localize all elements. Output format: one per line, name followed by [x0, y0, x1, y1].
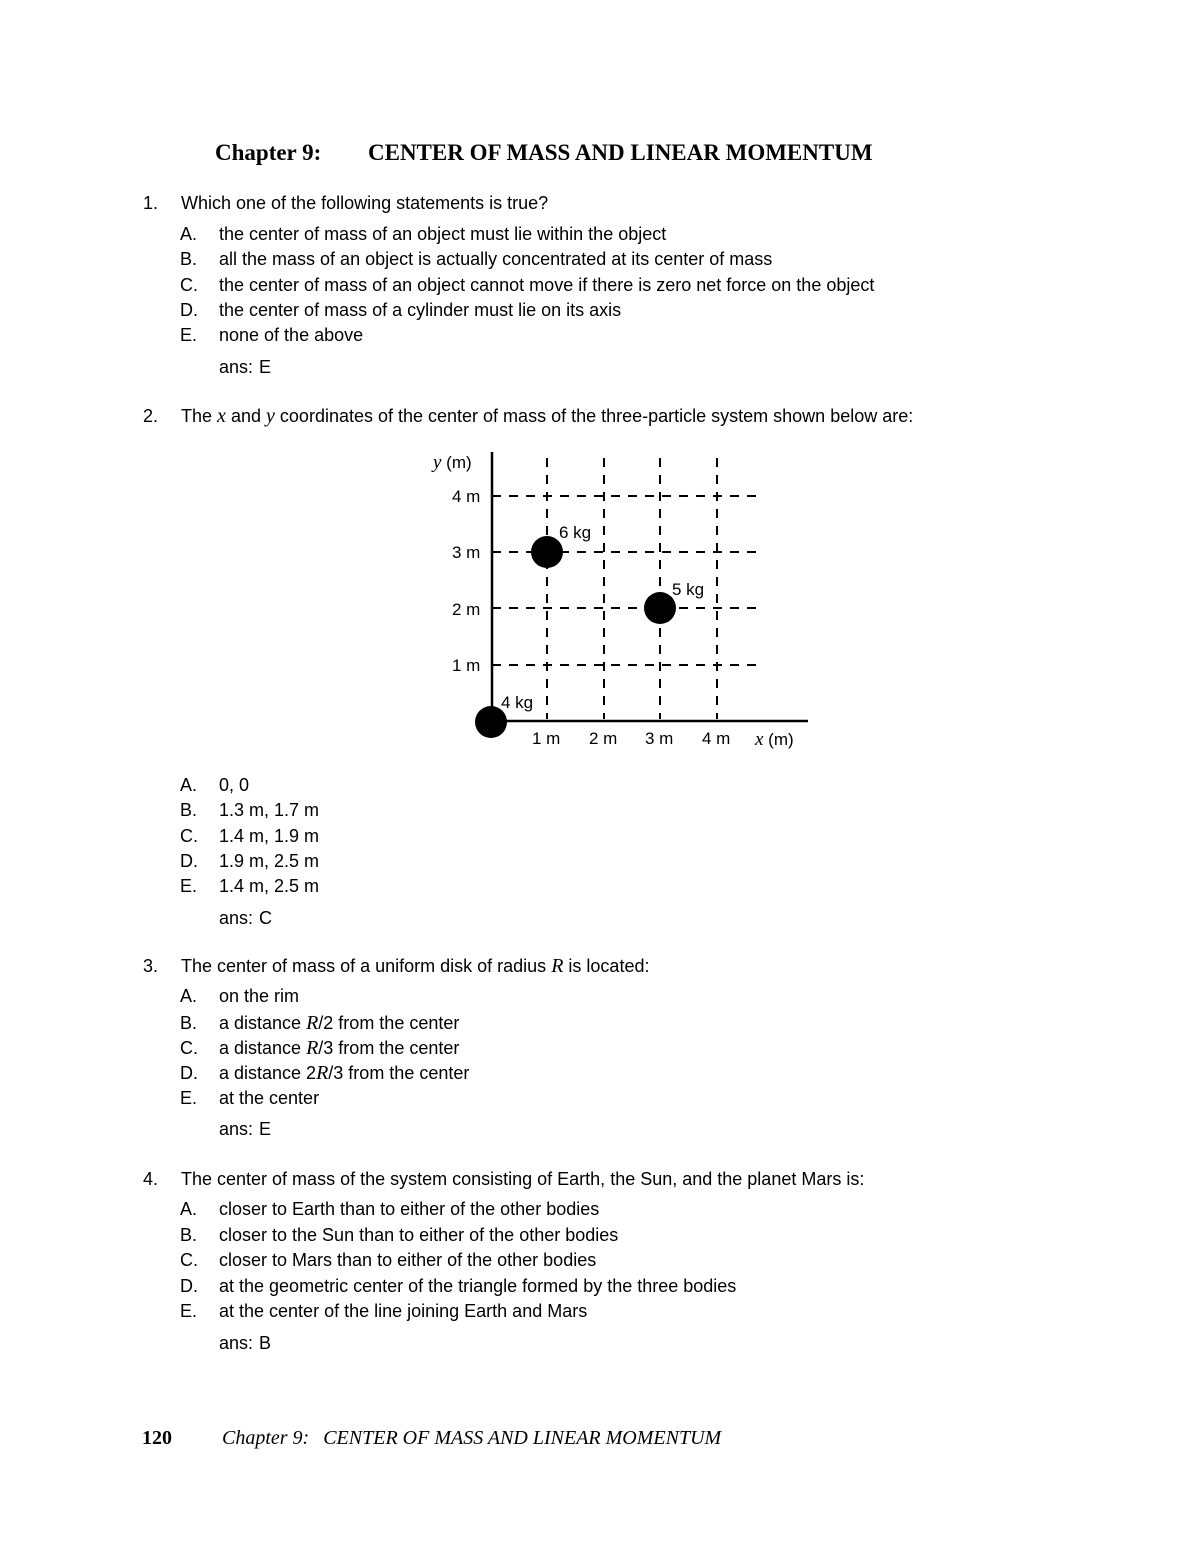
chapter-label: Chapter 9:	[215, 140, 322, 165]
option-4b: B. closer to the Sun than to either of the other bodies	[180, 1225, 619, 1245]
option-4e: E. at the center of the line joining Earth and Mars	[180, 1301, 588, 1321]
option-3b: B. a distance R/2 from the center	[180, 1012, 460, 1034]
answer-3: ans: E	[219, 1119, 272, 1139]
x-tick-label: 4 m	[702, 729, 731, 748]
question-number: 4.	[143, 1169, 159, 1189]
option-2d: D. 1.9 m, 2.5 m	[180, 851, 320, 871]
footer-chapter-title: CENTER OF MASS AND LINEAR MOMENTUM	[323, 1427, 722, 1449]
option-3a: A. on the rim	[180, 986, 300, 1006]
option-1e: E. none of the above	[180, 325, 364, 345]
question-2: 2. The x and y coordinates of the center of mass of the three-particle system shown below are:	[143, 405, 914, 427]
x-tick-label: 2 m	[589, 729, 618, 748]
question-3: 3. The center of mass of a uniform disk of radius R is located:	[143, 955, 650, 977]
grid-lines	[492, 458, 758, 719]
option-2e: E. 1.4 m, 2.5 m	[180, 876, 320, 896]
x-axis-label: x (m)	[755, 729, 794, 750]
page-footer	[142, 1425, 721, 1450]
question-1	[143, 193, 548, 214]
option-1c: C. the center of mass of an object cannot move if there is zero net force on the object	[180, 275, 875, 295]
option-3e: E. at the center	[180, 1088, 320, 1108]
answer-2: ans: C	[219, 908, 273, 928]
option-2a: A. 0, 0	[180, 775, 250, 795]
chapter-title: CENTER OF MASS AND LINEAR MOMENTUM	[368, 140, 873, 165]
y-tick-label: 1 m	[452, 656, 481, 675]
option-4a: A. closer to Earth than to either of the other bodies	[180, 1199, 600, 1219]
x-tick-label: 1 m	[532, 729, 561, 748]
option-2c: C. 1.4 m, 1.9 m	[180, 826, 320, 846]
particle-label-5kg: 5 kg	[672, 580, 705, 599]
option-1d: D. the center of mass of a cylinder must lie on its axis	[180, 300, 622, 320]
answer-1: ans: E	[219, 357, 272, 377]
option-1b: B. all the mass of an object is actually concentrated at its center of mass	[180, 249, 773, 269]
page-number: 120	[142, 1427, 172, 1449]
option-2b: B. 1.3 m, 1.7 m	[180, 800, 320, 820]
particle-grid-diagram	[400, 440, 820, 760]
question-text: Which one of the following statements is true?	[181, 193, 549, 213]
question-number: 1.	[143, 193, 159, 213]
option-1a: A. the center of mass of an object must lie within the object	[180, 224, 667, 244]
option-4d: D. at the geometric center of the triangle formed by the three bodies	[180, 1276, 737, 1296]
x-tick-label: 3 m	[645, 729, 674, 748]
y-tick-label: 3 m	[452, 543, 481, 562]
option-3d: D. a distance 2R/3 from the center	[180, 1062, 470, 1084]
particle-label-6kg: 6 kg	[559, 523, 592, 542]
question-text: The center of mass of the system consisting of Earth, the Sun, and the planet Mars is:	[181, 1169, 865, 1189]
question-4	[143, 1169, 864, 1190]
y-tick-label: 2 m	[452, 600, 481, 619]
y-tick-label: 4 m	[452, 487, 481, 506]
y-axis-label: y (m)	[433, 452, 472, 473]
footer-chapter-label: Chapter 9:	[222, 1427, 310, 1449]
answer-4: ans: B	[219, 1333, 272, 1353]
page-title	[215, 140, 873, 166]
question-number: 2.	[143, 406, 159, 426]
particle-label-4kg: 4 kg	[501, 693, 534, 712]
option-3c: C. a distance R/3 from the center	[180, 1037, 460, 1059]
question-number: 3.	[143, 956, 159, 976]
option-4c: C. closer to Mars than to either of the other bodies	[180, 1250, 597, 1270]
